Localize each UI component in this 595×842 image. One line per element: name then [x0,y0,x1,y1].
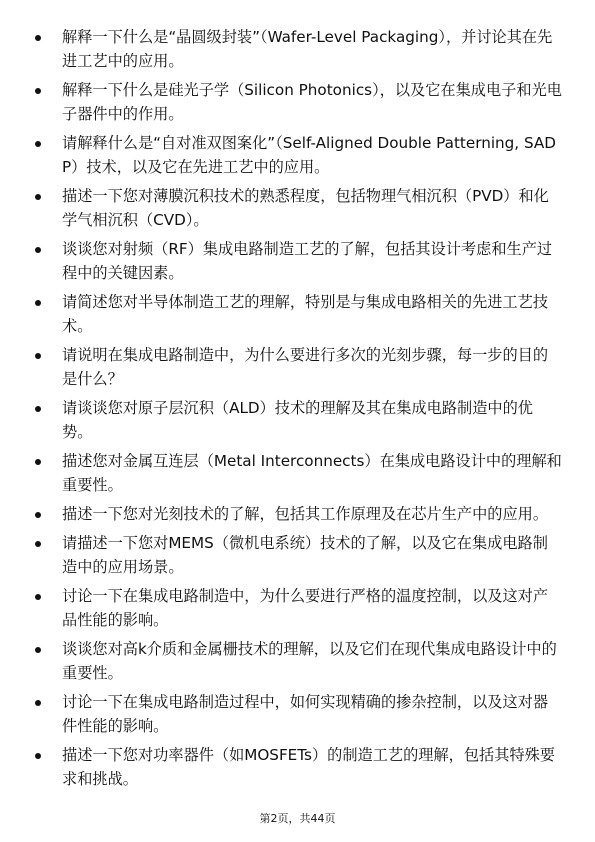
question-text: 谈谈您对射频（RF）集成电路制造工艺的了解，包括其设计考虑和生产过程中的关键因素。 [62,240,553,282]
bullet-icon [35,459,41,465]
list-item [62,690,562,738]
list-item [62,502,562,526]
question-text: 描述您对金属互连层（Metal Interconnects）在集成电路设计中的理解和重要性。 [62,452,562,494]
bullet-icon [35,353,41,359]
question-text: 描述一下您对薄膜沉积技术的熟悉程度，包括物理气相沉积（PVD）和化学气相沉积（CVD）。 [62,187,549,229]
bullet-icon [35,512,41,518]
question-text: 请简述您对半导体制造工艺的理解，特别是与集成电路相关的先进工艺技术。 [62,293,548,335]
bullet-icon [35,35,41,41]
list-item [62,25,562,73]
list-item [62,584,562,632]
question-text: 请解释什么是“自对准双图案化”（Self-Aligned Double Patterning, SADP）技术，以及它在先进工艺中的应用。 [62,134,556,176]
bullet-icon [35,700,41,706]
question-text: 解释一下什么是硅光子学（Silicon Photonics），以及它在集成电子和光电子器件中的作用。 [62,81,562,123]
bullet-icon [35,406,41,412]
list-item [62,78,562,126]
bullet-icon [35,300,41,306]
bullet-icon [35,541,41,547]
list-item [62,531,562,579]
bullet-icon [35,594,41,600]
list-item [62,184,562,232]
bullet-icon [35,247,41,253]
question-text: 请谈谈您对原子层沉积（ALD）技术的理解及其在集成电路制造中的优势。 [62,399,533,441]
list-item [62,396,562,444]
question-text: 讨论一下在集成电路制造过程中，如何实现精确的掺杂控制，以及这对器件性能的影响。 [62,693,548,735]
question-text: 讨论一下在集成电路制造中，为什么要进行严格的温度控制，以及这对产品性能的影响。 [62,587,548,629]
list-item [62,743,562,791]
page-number: 第2页，共44页 [259,812,336,825]
question-list [62,25,562,796]
list-item [62,131,562,179]
bullet-icon [35,141,41,147]
question-text: 请描述一下您对MEMS（微机电系统）技术的了解，以及它在集成电路制造中的应用场景。 [62,534,548,576]
question-text: 请说明在集成电路制造中，为什么要进行多次的光刻步骤，每一步的目的是什么？ [62,346,548,388]
list-item [62,449,562,497]
question-text: 描述一下您对功率器件（如MOSFETs）的制造工艺的理解，包括其特殊要求和挑战。 [62,746,555,788]
list-item [62,237,562,285]
bullet-icon [35,88,41,94]
list-item [62,290,562,338]
bullet-icon [35,753,41,759]
list-item [62,343,562,391]
question-text: 描述一下您对光刻技术的了解，包括其工作原理及在芯片生产中的应用。 [62,505,548,523]
question-text: 解释一下什么是“晶圆级封装”（Wafer-Level Packaging），并讨论其在先进工艺中的应用。 [62,28,553,70]
bullet-icon [35,194,41,200]
question-text: 谈谈您对高k介质和金属栅技术的理解，以及它们在现代集成电路设计中的重要性。 [62,640,557,682]
bullet-icon [35,647,41,653]
list-item [62,637,562,685]
